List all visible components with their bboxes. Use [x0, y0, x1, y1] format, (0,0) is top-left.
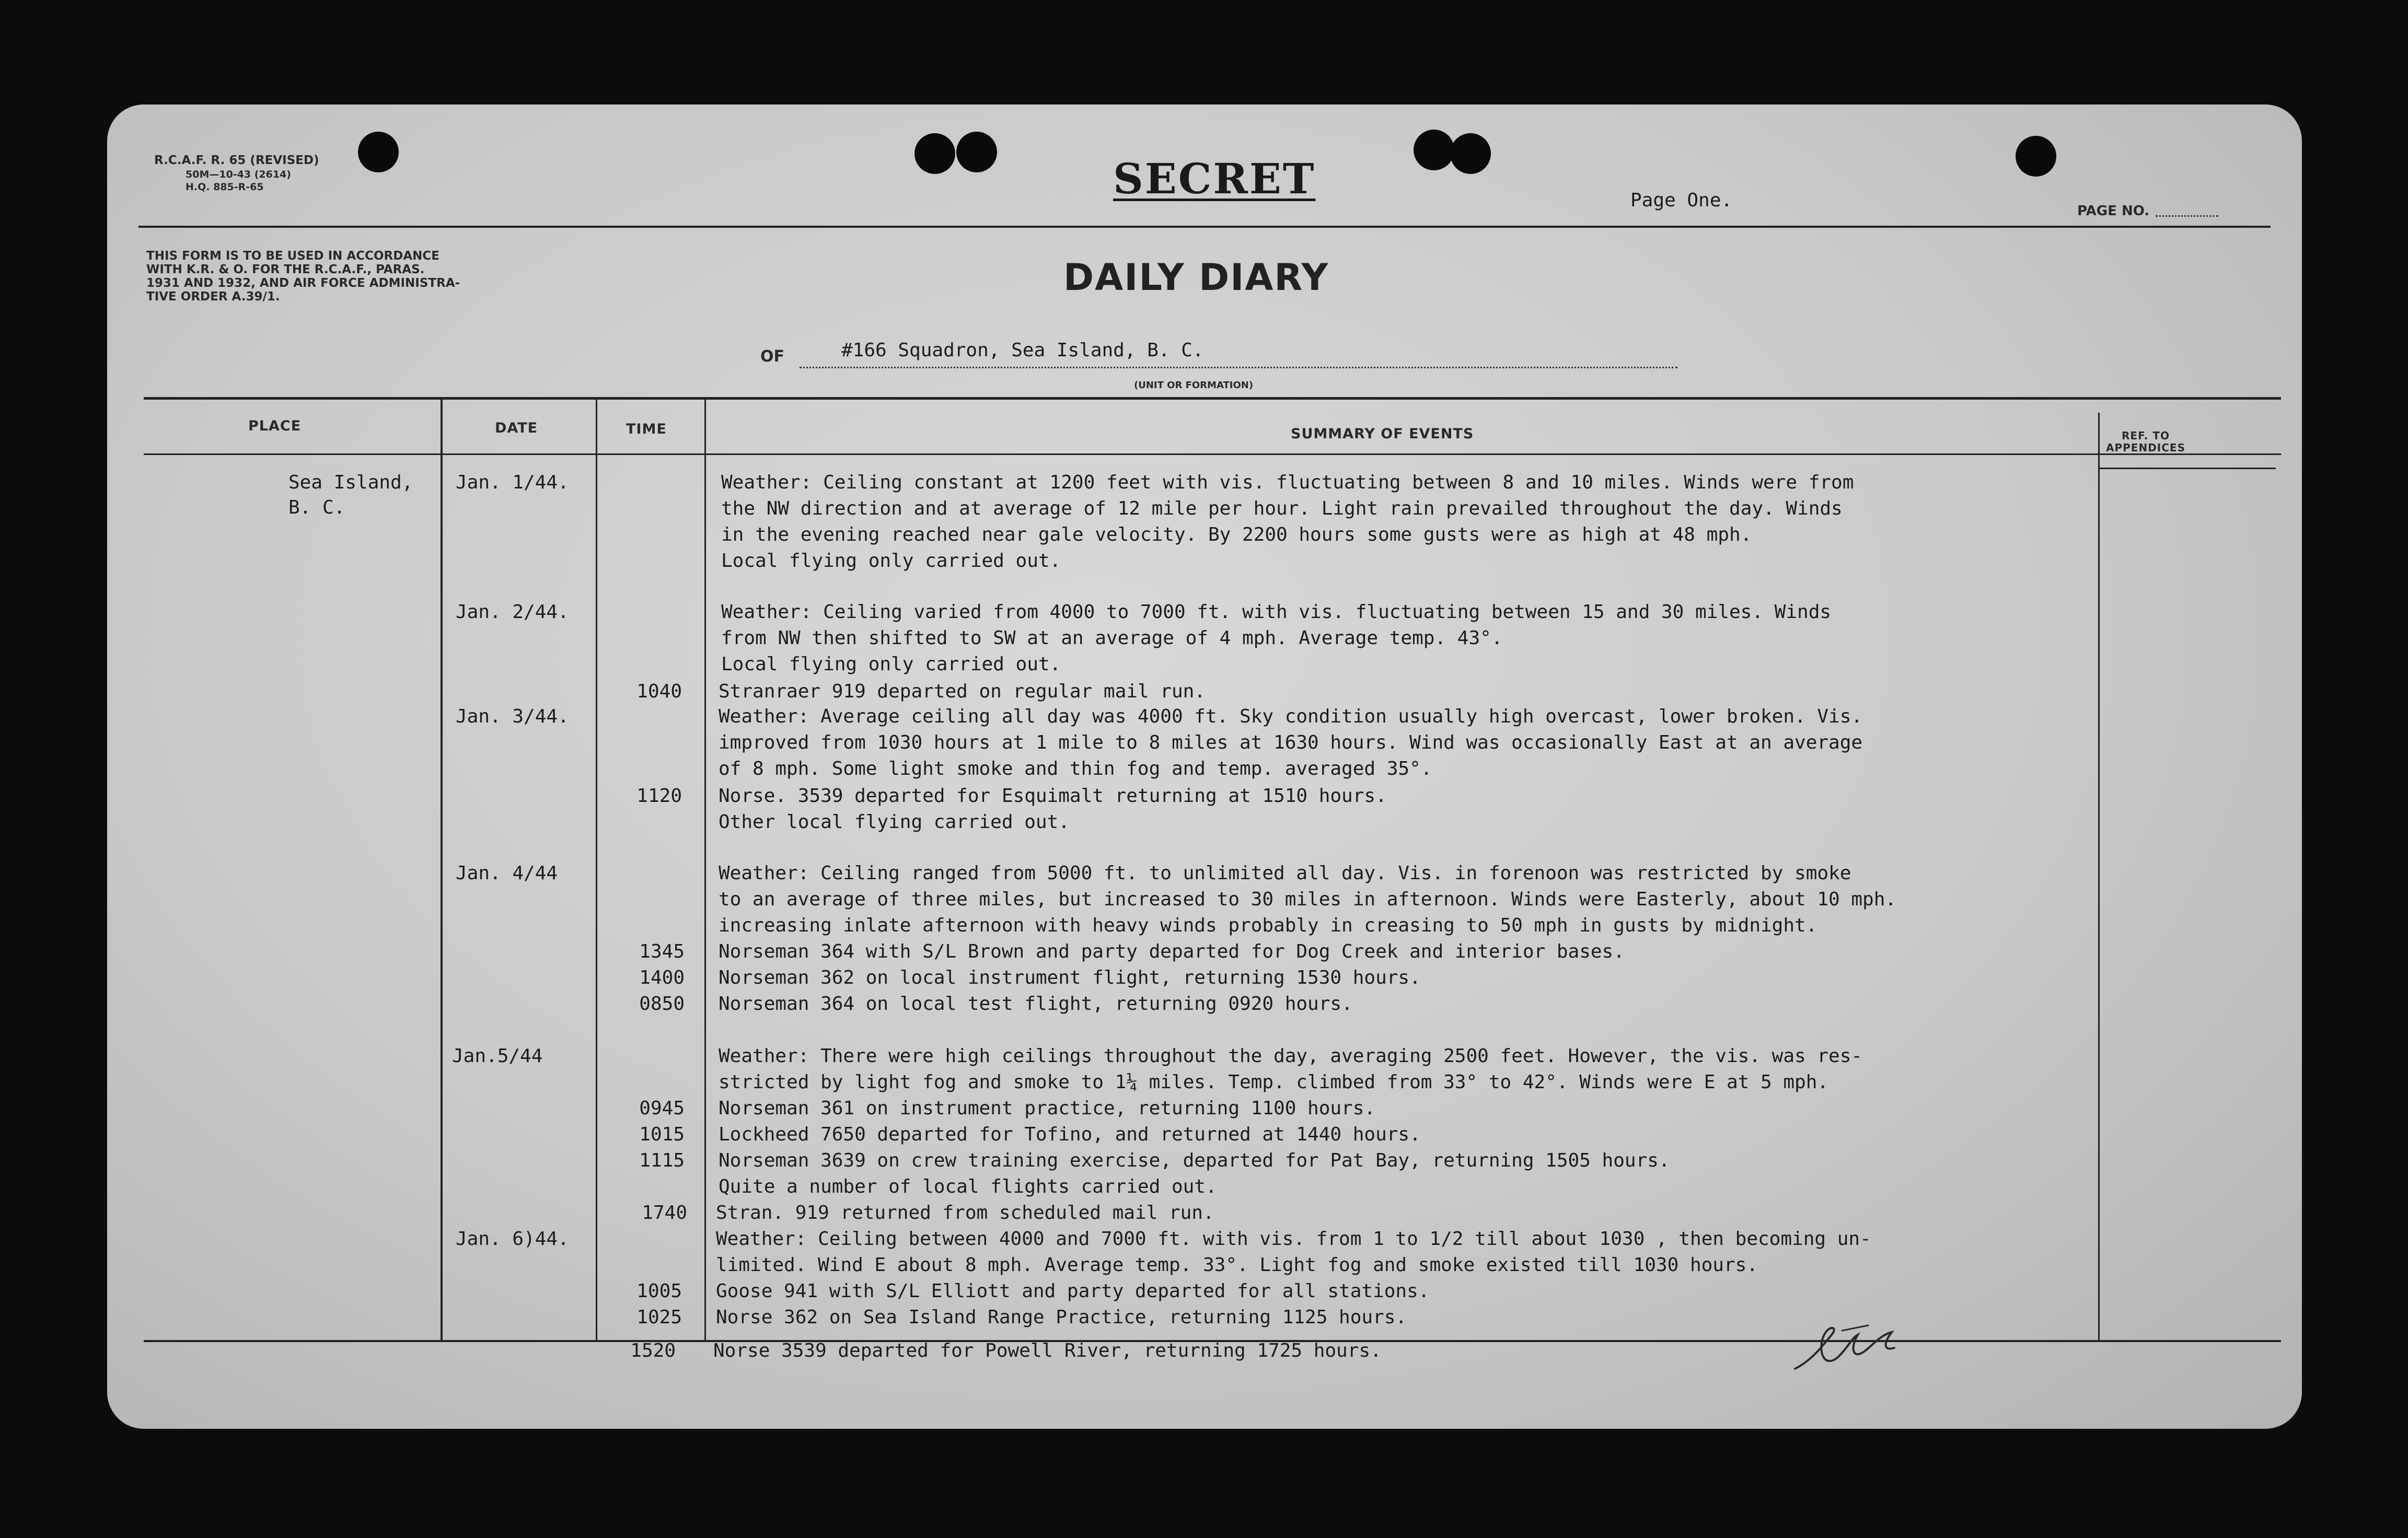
column-header-ref: APPENDICES — [2106, 441, 2185, 454]
time-entry: 1015 — [639, 1124, 685, 1145]
column-header-place: PLACE — [248, 418, 302, 434]
column-divider — [441, 400, 443, 1340]
of-label: OF — [760, 347, 784, 366]
column-divider — [2098, 413, 2100, 1340]
time-entry: 1740 — [642, 1202, 687, 1224]
page-no-blank — [2156, 214, 2218, 217]
time-entry: 1520 — [630, 1340, 676, 1361]
form-title: DAILY DIARY — [1063, 256, 1329, 299]
summary-line: Norseman 361 on instrument practice, returning 1100 hours. — [719, 1098, 1376, 1119]
column-header-time: TIME — [626, 421, 667, 437]
punch-hole — [358, 132, 399, 172]
summary-line: Local flying only carried out. — [721, 550, 1061, 572]
date-entry: Jan.5/44 — [452, 1045, 543, 1067]
summary-line: Weather: Ceiling between 4000 and 7000 ft. with vis. from 1 to 1/2 till about 1030 , then becoming un- — [716, 1228, 1871, 1250]
summary-line: Norse 3539 departed for Powell River, returning 1725 hours. — [713, 1340, 1382, 1361]
summary-line: the NW direction and at average of 12 mile per hour. Light rain prevailed throughout the day. Winds — [721, 498, 1843, 519]
summary-line: Goose 941 with S/L Elliott and party departed for all stations. — [716, 1280, 1430, 1302]
table-header-rule — [144, 453, 2281, 455]
summary-line: Weather: Ceiling ranged from 5000 ft. to unlimited all day. Vis. in forenoon was restricted by smoke — [719, 863, 1851, 884]
summary-line: Weather: There were high ceilings throughout the day, averaging 2500 feet. However, the vis. was res- — [719, 1045, 1863, 1067]
summary-line: Weather: Average ceiling all day was 4000 ft. Sky condition usually high overcast, lower broken. Vis. — [719, 706, 1863, 727]
column-header-summary: SUMMARY OF EVENTS — [1291, 426, 1474, 442]
date-entry: Jan. 3/44. — [456, 706, 569, 727]
time-entry: 0850 — [639, 993, 685, 1015]
table-top-rule — [144, 397, 2281, 400]
unit-underline — [800, 366, 1677, 368]
form-instruction-line: TIVE ORDER A.39/1. — [146, 290, 280, 304]
summary-line: Local flying only carried out. — [721, 654, 1061, 675]
page-no-label: PAGE NO. — [2077, 203, 2150, 219]
page-typed: Page One. — [1630, 190, 1733, 211]
summary-line: Weather: Ceiling varied from 4000 to 7000 ft. with vis. fluctuating between 15 and 30 miles. Winds — [721, 601, 1832, 623]
time-entry: 1345 — [639, 941, 685, 962]
form-instruction-line: 1931 AND 1932, AND AIR FORCE ADMINISTRA- — [146, 276, 460, 290]
time-entry: 1025 — [636, 1307, 682, 1328]
column-header-ref: REF. TO — [2122, 429, 2170, 442]
summary-line: Quite a number of local flights carried out. — [719, 1176, 1217, 1197]
initials-signature — [1790, 1319, 1915, 1377]
time-entry: 0945 — [639, 1098, 685, 1119]
summary-line: stricted by light fog and smoke to 1¼ miles. Temp. climbed from 33° to 42°. Winds were E at 5 mph. — [719, 1071, 1829, 1093]
date-entry: Jan. 1/44. — [456, 472, 569, 493]
summary-line: of 8 mph. Some light smoke and thin fog and temp. averaged 35°. — [719, 758, 1432, 779]
form-hq-number: H.Q. 885-R-65 — [186, 181, 264, 193]
time-entry: 1115 — [639, 1150, 685, 1171]
punch-hole — [2016, 136, 2056, 177]
date-entry: Jan. 2/44. — [456, 601, 569, 623]
summary-line: Stran. 919 returned from scheduled mail run. — [716, 1202, 1214, 1224]
column-divider — [704, 400, 706, 1340]
summary-line: Norseman 364 with S/L Brown and party departed for Dog Creek and interior bases. — [719, 941, 1625, 962]
form-instruction-line: THIS FORM IS TO BE USED IN ACCORDANCE — [146, 249, 439, 263]
summary-line: Norseman 3639 on crew training exercise, departed for Pat Bay, returning 1505 hours. — [719, 1150, 1670, 1171]
place-entry: B. C. — [288, 497, 345, 518]
summary-line: Lockheed 7650 departed for Tofino, and returned at 1440 hours. — [719, 1124, 1421, 1145]
summary-line: Norse 362 on Sea Island Range Practice, returning 1125 hours. — [716, 1307, 1407, 1328]
form-instruction-line: WITH K.R. & O. FOR THE R.C.A.F., PARAS. — [146, 263, 425, 276]
summary-line: to an average of three miles, but increased to 30 miles in afternoon. Winds were Easterly, about 10 mph. — [719, 889, 1897, 910]
summary-line: Norse. 3539 departed for Esquimalt returning at 1510 hours. — [719, 785, 1387, 807]
summary-line: Norseman 362 on local instrument flight, returning 1530 hours. — [719, 967, 1421, 988]
summary-line: Weather: Ceiling constant at 1200 feet with vis. fluctuating between 8 and 10 miles. Winds were from — [721, 472, 1854, 493]
summary-line: in the evening reached near gale velocity. By 2200 hours some gusts were as high at 48 mph. — [721, 524, 1752, 545]
place-entry: Sea Island, — [288, 472, 413, 493]
punch-hole — [1414, 130, 1454, 170]
summary-line: improved from 1030 hours at 1 mile to 8 miles at 1630 hours. Wind was occasionally East at an average — [719, 732, 1863, 753]
column-header-date: DATE — [495, 420, 538, 436]
time-entry: 1005 — [636, 1280, 682, 1302]
punch-hole — [914, 133, 955, 174]
summary-line: Norseman 364 on local test flight, returning 0920 hours. — [719, 993, 1353, 1015]
summary-line: from NW then shifted to SW at an average of 4 mph. Average temp. 43°. — [721, 627, 1503, 649]
form-code: R.C.A.F. R. 65 (REVISED) — [154, 154, 319, 167]
secret-heading: SECRET — [1113, 154, 1316, 203]
punch-hole — [956, 132, 997, 172]
column-divider — [596, 400, 597, 1340]
ref-header-rule — [2098, 468, 2276, 469]
header-rule — [138, 226, 2271, 228]
diary-form-card — [107, 104, 2302, 1429]
form-print-number: 50M—10-43 (2614) — [186, 169, 291, 180]
unit-name: #166 Squadron, Sea Island, B. C. — [841, 340, 1204, 361]
summary-line: limited. Wind E about 8 mph. Average temp. 33°. Light fog and smoke existed till 1030 hours. — [716, 1254, 1758, 1276]
date-entry: Jan. 6)44. — [456, 1228, 569, 1250]
date-entry: Jan. 4/44 — [456, 863, 558, 884]
time-entry: 1120 — [636, 785, 682, 807]
time-entry: 1040 — [636, 681, 682, 702]
time-entry: 1400 — [639, 967, 685, 988]
summary-line: Stranraer 919 departed on regular mail run. — [719, 681, 1206, 702]
punch-hole — [1450, 133, 1491, 174]
unit-caption: (UNIT OR FORMATION) — [1134, 380, 1254, 391]
summary-line: increasing inlate afternoon with heavy winds probably in creasing to 50 mph in gusts by midnight. — [719, 915, 1817, 936]
summary-line: Other local flying carried out. — [719, 811, 1070, 833]
